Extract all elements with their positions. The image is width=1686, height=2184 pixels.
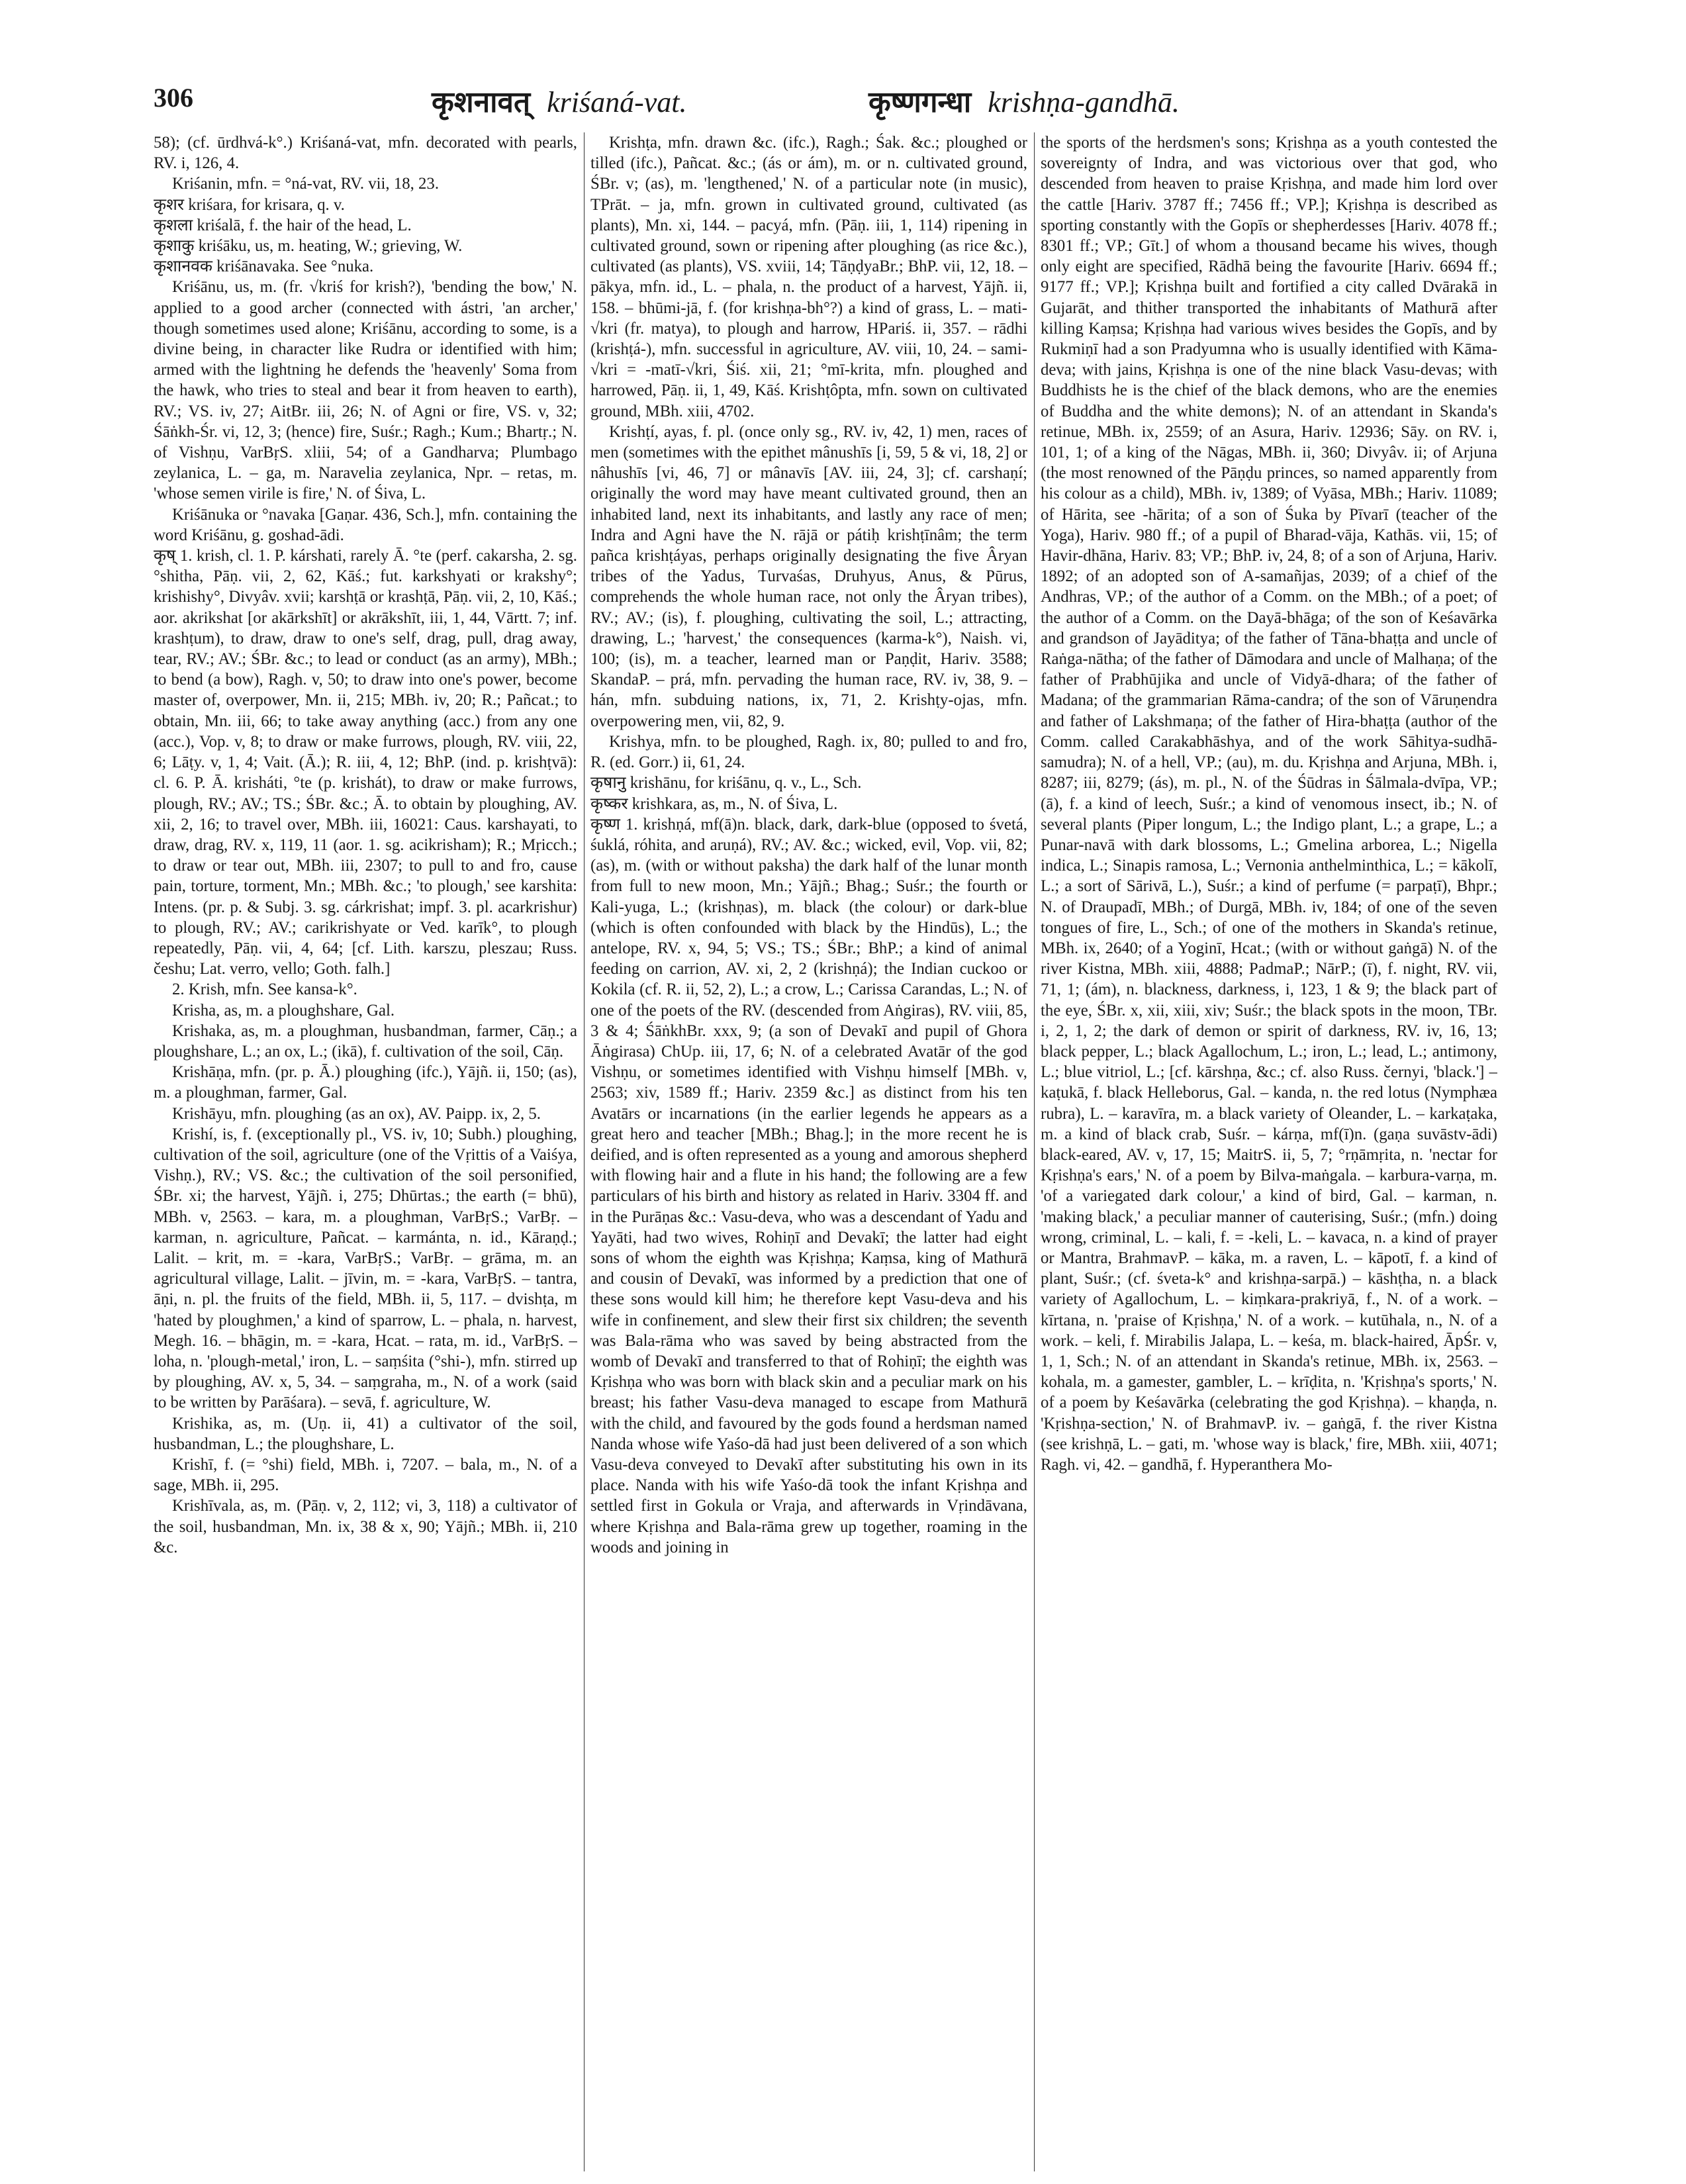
dictionary-entry: Kriśānu, us, m. (fr. √kriś for krish?), 'bending the bow,' N. applied to a good archer (connected with ástri, 'an archer,' though sometimes used alone; Kriśānu, according to some, is a divine being, in character like Rudra or identified with him; armed with the lightning he defends the 'heavenly' Soma from the hawk, who tries to steal and bear it from heaven to earth), RV.; VS. iv, 27; AitBr. iii, 26; N. of Agni or fire, VS. v, 32; Śāṅkh-Śr. vi, 12, 3; (hence) fire, Suśr.; Ragh.; Kum.; Bhartṛ.; N. of Vishṇu, VarBṛS. xliii, 54; of a Gandharva; Plumbago zeylanica, L. – ga, m. Naravelia zeylanica, Npr. – retas, m. 'whose semen virile is fire,' N. of Śiva, L.: [154, 278, 577, 503]
dictionary-entry: Krishāyu, mfn. ploughing (as an ox), AV. Paipp. ix, 2, 5.: [172, 1104, 541, 1123]
dictionary-entry: Kriśānuka or °navaka [Gaṇar. 436, Sch.], mfn. containing the word Kriśānu, g. goshad-ādi.: [154, 505, 577, 544]
dictionary-entry: 2. Krish, mfn. See kansa-k°.: [172, 980, 357, 999]
dictionary-entry: 58); (cf. ūrdhvá-k°.) Kriśaná-vat, mfn. decorated with pearls, RV. i, 126, 4.: [154, 134, 577, 173]
running-head-left: [432, 81, 686, 120]
dictionary-column-left: [154, 132, 577, 2178]
dictionary-entry: Krishí, is, f. (exceptionally pl., VS. iv, 10; Subh.) ploughing, cultivation of the soil, agriculture (one of the Vṛittis of a Vaiśya, Vishṇ.), RV.; VS. &c.; the cultivation of the soil personified, ŚBr. xi; the harvest, Yājñ. i, 275; Dhūrtas.; the earth (= bhū), MBh. v, 2563. – kara, m. a ploughman, VarBṛS.; VarBṛ. – karman, n. agriculture, Pañcat. – karmánta, n. id., Kāraṇḍ.; Lalit. – krit, m. = -kara, VarBṛS.; VarBṛ. – grāma, m. an agricultural village, Lalit. – jīvin, m. = -kara, VarBṛS. – tantra, āṇi, n. pl. the fruits of the field, MBh. ii, 5, 117. – dvishṭa, m 'hated by ploughmen,' a kind of sparrow, L. – phala, n. harvest, Megh. 16. – bhāgin, m. = -kara, Hcat. – rata, m. id., VarBṛS. – loha, n. 'plough-metal,' iron, L. – saṃśita (°shi-), mfn. stirred up by ploughing, AV. x, 5, 34. – saṃgraha, m., N. of a work (said to be written by Parāśara). – sevā, f. agriculture, W.: [154, 1125, 577, 1412]
dictionary-column-right: [1041, 132, 1497, 2178]
dictionary-entry: Krishaka, as, m. a ploughman, husbandman, farmer, Cāṇ.; a ploughshare, L.; an ox, L.; (ikā), f. cultivation of the soil, Cāṇ.: [154, 1021, 577, 1061]
dictionary-entry: कृष् 1. krish, cl. 1. P. kárshati, rarely Ā. °te (perf. cakarsha, 2. sg. °shitha, Pāṇ. vii, 2, 62, Kāś.; fut. karkshyati or krakshy°; krishishy°, Divyâv. xvii; karshṭā or krashṭā, Pāṇ. vii, 2, 10, Kāś.; aor. akrikshat [or akārkshīt] or akrākshīt, iii, 1, 44, Vārtt. 7; inf. krashṭum), to draw, draw to one's self, drag, pull, drag away, tear, RV.; AV.; ŚBr. &c.; to lead or conduct (as an army), MBh.; to bend (a bow), Ragh. v, 50; to draw into one's power, become master of, overpower, Mn. ii, 215; MBh. iv, 20; R.; Pañcat.; to obtain, Mn. iii, 66; to take away anything (acc.) from any one (acc.), Vop. v, 8; to draw or make furrows, plough, RV. viii, 22, 6; Lāṭy. v, 1, 4; Vait. (Ā.); R. iii, 4, 12; BhP. (ind. p. krishṭvā): cl. 6. P. Ā. krisháti, °te (p. krishát), to draw or make furrows, plough, RV.; AV.; TS.; ŚBr. &c.; Ā. to obtain by ploughing, AV. xii, 2, 16; to travel over, MBh. iii, 16021: Caus. karshayati, to draw, drag, RV. x, 119, 11 (aor. 1. sg. acikrisham); R.; Mṛicch.; to draw or tear out, MBh. iii, 2307; to pull to and fro, cause pain, torture, torment, Mn.; MBh. &c.; 'to plough,' see karshita: Intens. (pr. p. & Subj. 3. sg. cárkrishat; impf. 3. pl. acarkrishur) to plough, RV.; AV.; carikrishyate or Ved. karīk°, to plough repeatedly, Pāṇ. vii, 4, 64; [cf. Lith. karszu, pleszau; Russ. česhu; Lat. verro, vello; Goth. falh.]: [154, 547, 577, 978]
dictionary-entry: Krishīvala, as, m. (Pāṇ. v, 2, 112; vi, 3, 118) a cultivator of the soil, husbandman, Mn. ix, 38 & x, 90; Yājñ.; MBh. ii, 210 &c.: [154, 1497, 577, 1556]
dictionary-entry: कृष्ण 1. krishṇá, mf(ā)n. black, dark, dark-blue (opposed to śvetá, śuklá, róhita, and aruṇá), RV.; AV. &c.; wicked, evil, Vop. vii, 82; (as), m. (with or without paksha) the dark half of the lunar month from full to new moon, Mn.; Yājñ.; Bhag.; Suśr.; the fourth or Kali-yuga, L.; (krishṇas), m. black (the colour) or dark-blue (which is often confounded with black by the Hindūs), L.; the antelope, RV. x, 94, 5; VS.; TS.; ŚBr.; BhP.; a kind of animal feeding on carrion, AV. xi, 2, 2 (krishṇá); the Indian cuckoo or Kokila (cf. R. ii, 52, 2), L.; a crow, L.; Carissa Carandas, L.; N. of one of the poets of the RV. (descended from Aṅgiras), RV. viii, 85, 3 & 4; ŚāṅkhBr. xxx, 9; (a son of Devakī and pupil of Ghora Āṅgirasa) ChUp. iii, 17, 6; N. of a celebrated Avatār of the god Vishṇu, or sometimes identified with Vishṇu himself [MBh. v, 2563; xiv, 1589 ff.; Hariv. 2359 &c.] as distinct from his ten Avatārs or incarnations (in the earlier legends he appears as a great hero and teacher [MBh.; Bhag.]; in the more recent he is deified, and is often represented as a young and amorous shepherd with flowing hair and a flute in his hand; the following are a few particulars of his birth and history as related in Hariv. 3304 ff. and in the Purāṇas &c.: Vasu-deva, who was a descendant of Yadu and Yayāti, had two wives, Rohiṇī and Devakī; the latter had eight sons of whom the eighth was Kṛishṇa; Kaṃsa, king of Mathurā and cousin of Devakī, was informed by a prediction that one of these sons would kill him; he therefore kept Vasu-deva and his wife in confinement, and slew their first six children; the seventh was Bala-rāma who was saved by being abstracted from the womb of Devakī and transferred to that of Rohiṇī; the eighth was Kṛishṇa who was born with black skin and a peculiar mark on his breast; his father Vasu-deva managed to escape from Mathurā with the child, and favoured by the gods found a herdsman named Nanda whose wife Yaśo-dā had just been delivered of a son which Vasu-deva conveyed to Devakī after substituting his own in its place. Nanda with his wife Yaśo-dā took the infant Kṛishṇa and settled first in Gokula or Vraja, and afterwards in Vṛindāvana, where Kṛishṇa and Bala-rāma grew up together, roaming in the woods and joining in: [590, 815, 1027, 1556]
running-head-left-transliteration: kriśaná-vat.: [547, 86, 687, 119]
dictionary-entry: कृषानु krishānu, for kriśānu, q. v., L., Sch.: [590, 774, 862, 792]
dictionary-entry: कृशर kriśara, for krisara, q. v.: [154, 195, 345, 214]
page-number: 306: [154, 83, 193, 113]
dictionary-entry: कृशला kriśalā, f. the hair of the head, L.: [154, 216, 412, 234]
dictionary-entry: Krisha, as, m. a ploughshare, Gal.: [172, 1001, 395, 1020]
dictionary-entry: Krishī, f. (= °shi) field, MBh. i, 7207. – bala, m., N. of a sage, MBh. ii, 295.: [154, 1456, 577, 1495]
running-head-left-devanagari: कृशनावत्: [432, 86, 531, 119]
dictionary-column-middle: [590, 132, 1027, 2178]
running-head-right: [868, 81, 1180, 120]
dictionary-entry: Krishya, mfn. to be ploughed, Ragh. ix, 80; pulled to and fro, R. (ed. Gorr.) ii, 61, 24.: [590, 732, 1027, 772]
dictionary-entry: Krishṭa, mfn. drawn &c. (ifc.), Ragh.; Śak. &c.; ploughed or tilled (ifc.), Pañcat. &c.; (ás or ám), m. or n. cultivated ground, ŚBr. v; (as), m. 'lengthened,' N. of a particular note (in music), TPrāt. – ja, mfn. grown in cultivated ground, cultivated (as plants), Mn. xi, 144. – pacyá, mfn. (Pāṇ. iii, 1, 114) ripening in cultivated ground, sown or ripening after ploughing (as rice &c.), cultivated (as plants), VS. xviii, 14; TāṇḍyaBr.; BhP. vii, 12, 18. – pākya, mfn. id., L. – phala, n. the product of a harvest, Yājñ. ii, 158. – bhūmi-jā, f. (for krishṇa-bh°?) a kind of grass, L. – mati-√kri (fr. matya), to plough and harrow, HPariś. ii, 357. – rādhi (krishṭá-), mfn. successful in agriculture, AV. viii, 10, 24. – sami-√kri = -matī-√kri, Śiś. xii, 21; °mī-krita, mfn. ploughed and harrowed, Pāṇ. ii, 1, 49, Kāś. Krishṭôpta, mfn. sown on cultivated ground, MBh. xiii, 4702.: [590, 134, 1027, 420]
running-head-right-transliteration: krishṇa-gandhā.: [988, 86, 1180, 119]
dictionary-entry: Krishāṇa, mfn. (pr. p. Ā.) ploughing (ifc.), Yājñ. ii, 150; (as), m. a ploughman, farmer, Gal.: [154, 1063, 577, 1102]
dictionary-entry: Krishika, as, m. (Uṇ. ii, 41) a cultivator of the soil, husbandman, L.; the ploughshare, L.: [154, 1414, 577, 1453]
running-head-right-devanagari: कृष्णगन्धा: [868, 86, 972, 119]
dictionary-entry: कृशाकु kriśāku, us, m. heating, W.; grieving, W.: [154, 237, 463, 256]
dictionary-entry: कृशानवक kriśānavaka. See °nuka.: [154, 258, 374, 276]
dictionary-entry: the sports of the herdsmen's sons; Kṛishṇa as a youth contested the sovereignty of Indra, and was victorious over that god, who descended from heaven to praise Kṛishṇa, and made him lord over the cattle [Hariv. 3787 ff.; 7456 ff.; VP.]; Kṛishṇa is described as sporting constantly with the Gopīs or shepherdesses [Hariv. 4078 ff.; 8301 ff.; VP.; Gīt.] of whom a thousand became his wives, though only eight are specified, Rādhā being the favourite [Hariv. 6694 ff.; 9177 ff.; VP.]; Kṛishṇa built and fortified a city called Dvārakā in Gujarāt, and thither transported the inhabitants of Mathurā after killing Kaṃsa; Kṛishṇa had various wives besides the Gopīs, and by Rukmiṇī had a son Pradyumna who is usually identified with Kāma-deva; with jains, Kṛishṇa is one of the nine black Vasu-devas; with Buddhists he is the chief of the black demons, who are the enemies of Buddha and the white demons); N. of an attendant in Skanda's retinue, MBh. ix, 2559; of an Asura, Hariv. 12936; Sāy. on RV. i, 101, 1; of a king of the Nāgas, MBh. ii, 360; Divyâv. ii; of Arjuna (the most renowned of the Pāṇḍu princes, so named apparently from his colour as a child), MBh. iv, 1389; of Vyāsa, MBh.; Hariv. 11089; of Hārita, see -hārita; of a son of Śuka by Pīvarī (teacher of the Yoga), Hariv. 980 ff.; of a pupil of Bharad-vāja, Kathās. vii, 15; of Havir-dhāna, Hariv. 83; VP.; BhP. iv, 24, 8; of a son of Arjuna, Hariv. 1892; of an adopted son of A-samañjas, 2039; of a chief of the Andhras, VP.; of the author of a Comm. on the MBh.; of a poet; of the author of a Comm. on the Dayā-bhāga; of the son of Keśavārka and grandson of Jayāditya; of the father of Tāna-bhaṭṭa and uncle of Raṅga-nātha; of the father of Dāmodara and uncle of Malhaṇa; of the father of Prabhūjika and uncle of Vidyā-dhara; of the father of Madana; of the grammarian Rāma-candra; of the son of Vāruṇendra and father of Lakshmaṇa; of the father of Hira-bhaṭṭa (author of the Comm. called Carakabhāshya, and of the work Sāhitya-sudhā-samudra); N. of a hell, VP.; (au), m. du. Kṛishṇa and Arjuna, MBh. i, 8287; iii, 8279; (ás), m. pl., N. of the Śūdras in Śālmala-dvīpa, VP.; (ā), f. a kind of leech, Suśr.; a kind of venomous insect, ib.; N. of several plants (Piper longum, L.; the Indigo plant, L.; a grape, L.; a Punar-navā with dark blossoms, L.; Gmelina arborea, L.; Nigella indica, L.; Sinapis ramosa, L.; Vernonia anthelminthica, L.; = kākolī, L.; a sort of Sārivā, L.), Suśr.; a kind of perfume (= parpaṭī), Bhpr.; N. of Draupadī, MBh.; of Durgā, MBh. iv, 184; of one of the seven tongues of fire, L., Sch.; of one of the mothers in Skanda's retinue, MBh. ix, 2640; of a Yoginī, Hcat.; (with or without gaṅgā) N. of the river Kistna, MBh. xiii, 4888; PadmaP.; NārP.; (ī), f. night, RV. vii, 71, 1; (ám), n. blackness, darkness, i, 123, 1 & 9; the black part of the eye, ŚBr. x, xii, xiii, xiv; Suśr.; the black spots in the moon, TBr. i, 2, 1, 2; the dark of demon or spirit of darkness, RV. iv, 16, 13; black pepper, L.; black Agallochum, L.; iron, L.; lead, L.; antimony, L.; blue vitriol, L.; [cf. kārshṇa, &c.; cf. also Russ. černyi, 'black.'] – kaṭukā, f. black Helleborus, Gal. – kanda, n. the red lotus (Nymphæa rubra), L. – karavīra, m. a black variety of Oleander, L. – karkaṭaka, m. a kind of black crab, Suśr. – kárṇa, mf(ī)n. (gaṇa suvāstv-ādi) black-eared, AV. v, 17, 15; MaitrS. ii, 5, 7; °rṇāmṛita, n. 'nectar for Kṛishṇa's ears,' N. of a poem by Bilva-maṅgala. – karbura-varṇa, m. 'of a variegated dark colour,' a kind of bird, Gal. – karman, n. 'making black,' a peculiar manner of cauterising, Suśr.; (mfn.) doing wrong, criminal, L. – kali, f. = -keli, L. – kavaca, n. a kind of prayer or Mantra, BrahmavP. – kāka, m. a raven, L. – kāpotī, f. a kind of plant, Suśr.; (cf. śveta-k° and krishṇa-sarpā.) – kāshṭha, n. a black variety of Agallochum, L. – kiṃkara-prakriyā, f., N. of a work. – kīrtana, n. 'praise of Kṛishṇa,' N. of a work. – kutūhala, n., N. of a work. – keli, f. Mirabilis Jalapa, L. – keśa, m. black-haired, ĀpŚr. v, 1, 1, Sch.; N. of an attendant in Skanda's retinue, MBh. ix, 2563. – kohala, m. a gamester, gambler, L. – krīḍita, n. 'Kṛishṇa's sports,' N. of a poem by Keśavārka (celebrating the god Kṛishṇa). – khaṇḍa, n. 'Kṛishṇa-section,' N. of BrahmavP. iv. – gaṅgā, f. the river Kistna (see krishṇā, L. – gati, m. 'whose way is black,' fire, MBh. xiii, 4071; Ragh. vi, 42. – gandhā, f. Hyperanthera Mo-: [1041, 134, 1497, 1474]
column-divider: [1034, 132, 1035, 2171]
column-divider: [584, 132, 585, 2171]
dictionary-entry: Krishṭí, ayas, f. pl. (once only sg., RV. iv, 42, 1) men, races of men (sometimes with the epithet mânushīs [i, 59, 5 & vi, 18, 2] or nâhushīs [vi, 46, 7] or mânavīs [AV. iii, 24, 3]; cf. carshaṇí; originally the word may have meant cultivated ground, then an inhabited land, next its inhabitants, and lastly any race of men; Indra and Agni have the N. rājā or pátiḥ krishṭīnâm; the term pañca krishṭáyas, perhaps originally designating the five Âryan tribes of the Yadus, Turvaśas, Druhyus, Anus, & Pūrus, comprehends the whole human race, not only the Âryan tribes), RV.; AV.; (is), f. ploughing, cultivating the soil, L.; attracting, drawing, L.; 'harvest,' the consequences (karma-k°), Naish. vi, 100; (is), m. a teacher, learned man or Paṇḍit, Hariv. 3588; SkandaP. – prá, mfn. pervading the human race, RV. iv, 38, 9. – hán, mfn. subduing nations, ix, 71, 2. Krishṭy-ojas, mfn. overpowering men, vii, 82, 9.: [590, 422, 1027, 730]
dictionary-entry: कृष्कर krishkara, as, m., N. of Śiva, L.: [590, 794, 838, 813]
dictionary-entry: Kriśanin, mfn. = °ná-vat, RV. vii, 18, 23.: [172, 175, 440, 193]
running-header: [154, 78, 1686, 124]
